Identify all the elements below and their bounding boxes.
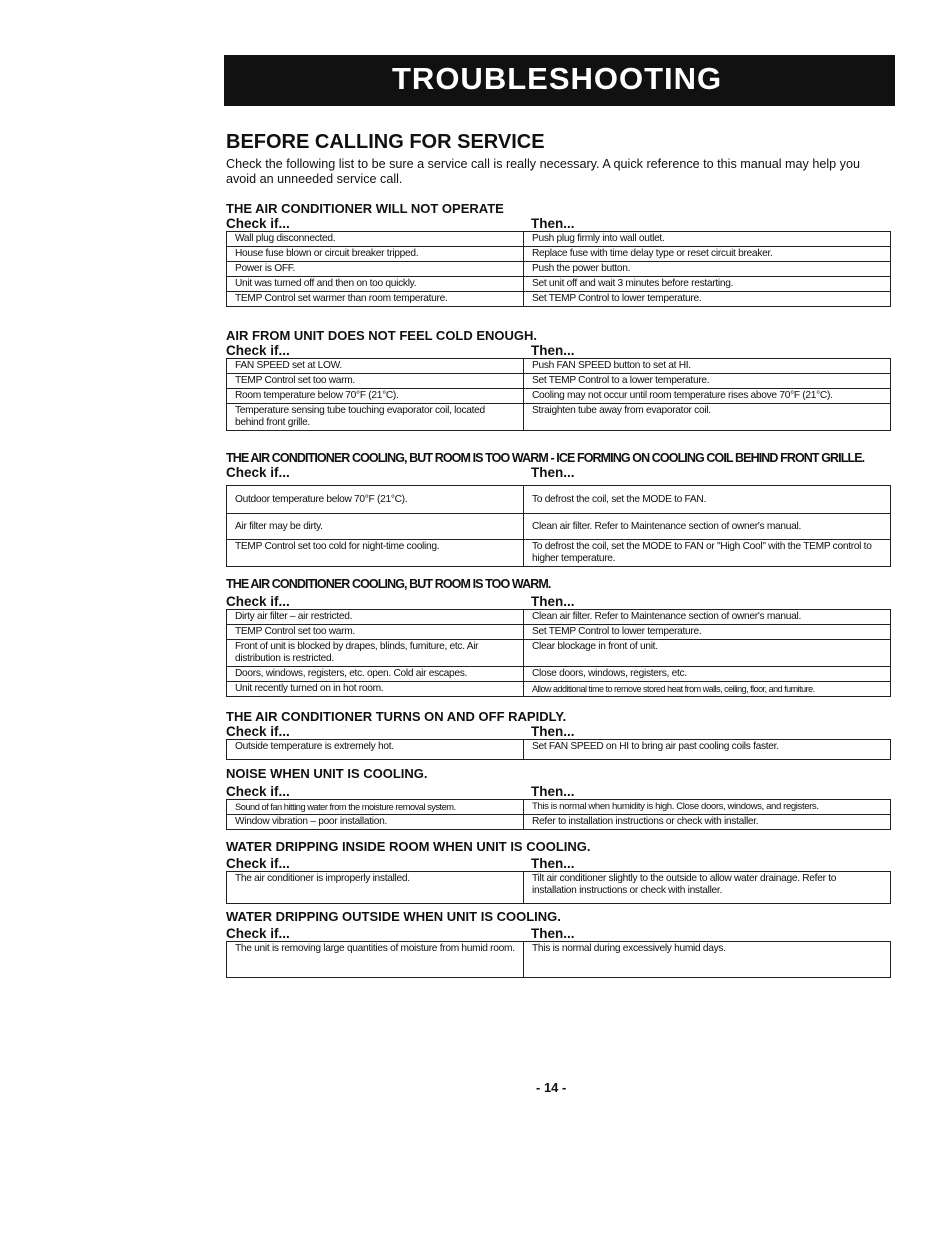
troubleshooting-table — [226, 941, 891, 978]
check-if-header: Check if... — [226, 784, 290, 799]
table-row — [227, 625, 891, 640]
check-cell: Front of unit is blocked by drapes, blinds, furniture, etc. Air distribution is restricted. — [227, 640, 524, 667]
then-cell: To defrost the coil, set the MODE to FAN. — [524, 486, 891, 514]
column-headers — [226, 216, 892, 231]
then-cell: Straighten tube away from evaporator coil. — [524, 404, 891, 431]
column-headers — [226, 724, 892, 739]
section-title: NOISE WHEN UNIT IS COOLING. — [226, 766, 428, 781]
table-row — [227, 740, 891, 760]
section-title: WATER DRIPPING INSIDE ROOM WHEN UNIT IS COOLING. — [226, 839, 591, 854]
page-number: - 14 - — [536, 1080, 567, 1095]
troubleshooting-table — [226, 609, 891, 697]
table-row — [227, 872, 891, 904]
then-cell: Push plug firmly into wall outlet. — [524, 232, 891, 247]
check-if-header: Check if... — [226, 465, 290, 480]
check-if-header: Check if... — [226, 343, 290, 358]
check-cell: Power is OFF. — [227, 262, 524, 277]
check-cell: Window vibration – poor installation. — [227, 815, 524, 830]
then-cell: Close doors, windows, registers, etc. — [524, 667, 891, 682]
then-header: Then... — [531, 926, 575, 941]
then-cell: Tilt air conditioner slightly to the outside to allow water drainage. Refer to installation instructions or check with installer. — [524, 872, 891, 904]
column-headers — [226, 343, 892, 358]
then-cell: To defrost the coil, set the MODE to FAN or "High Cool" with the TEMP control to higher temperature. — [524, 540, 891, 567]
then-header: Then... — [531, 465, 575, 480]
troubleshooting-table — [226, 485, 891, 567]
then-cell: Replace fuse with time delay type or reset circuit breaker. — [524, 247, 891, 262]
then-cell: Set TEMP Control to lower temperature. — [524, 292, 891, 307]
table-row — [227, 640, 891, 667]
column-headers — [226, 856, 892, 871]
check-cell: Wall plug disconnected. — [227, 232, 524, 247]
then-cell: Cooling may not occur until room temperature rises above 70°F (21°C). — [524, 389, 891, 404]
then-cell: Push the power button. — [524, 262, 891, 277]
section-noise — [226, 767, 892, 830]
check-if-header: Check if... — [226, 926, 290, 941]
then-cell: Clean air filter. Refer to Maintenance section of owner's manual. — [524, 514, 891, 540]
column-headers — [226, 784, 892, 799]
table-row — [227, 815, 891, 830]
troubleshooting-table — [226, 871, 891, 904]
check-cell: Room temperature below 70°F (21°C). — [227, 389, 524, 404]
section-dripping-inside — [226, 840, 892, 904]
table-row — [227, 514, 891, 540]
table-row — [227, 359, 891, 374]
check-cell: Unit recently turned on in hot room. — [227, 682, 524, 697]
check-cell: Doors, windows, registers, etc. open. Cold air escapes. — [227, 667, 524, 682]
troubleshooting-table — [226, 231, 891, 307]
table-row — [227, 277, 891, 292]
table-row — [227, 404, 891, 431]
section-dripping-outside — [226, 910, 892, 978]
then-cell: Refer to installation instructions or check with installer. — [524, 815, 891, 830]
check-if-header: Check if... — [226, 724, 290, 739]
check-if-header: Check if... — [226, 856, 290, 871]
section-title: THE AIR CONDITIONER TURNS ON AND OFF RAPIDLY. — [226, 709, 567, 724]
section-title: THE AIR CONDITIONER COOLING, BUT ROOM IS TOO WARM - ICE FORMING ON COOLING COIL BEHIND FRONT GRILLE. — [226, 451, 865, 465]
check-cell: FAN SPEED set at LOW. — [227, 359, 524, 374]
intro-paragraph: Check the following list to be sure a service call is really necessary. A quick reference to this manual may help you avoid an unneeded service call. — [226, 157, 860, 186]
section-title: WATER DRIPPING OUTSIDE WHEN UNIT IS COOLING. — [226, 909, 561, 924]
table-row — [227, 389, 891, 404]
then-cell: This is normal during excessively humid days. — [524, 942, 891, 978]
troubleshooting-table — [226, 739, 891, 760]
check-cell: Outdoor temperature below 70°F (21°C). — [227, 486, 524, 514]
then-cell: Set TEMP Control to lower temperature. — [524, 625, 891, 640]
table-row — [227, 682, 891, 697]
section-on-off-rapidly — [226, 710, 892, 760]
troubleshooting-table — [226, 799, 891, 830]
check-cell: Sound of fan hitting water from the moisture removal system. — [227, 800, 524, 815]
check-cell: TEMP Control set too warm. — [227, 374, 524, 389]
then-header: Then... — [531, 724, 575, 739]
check-cell: The air conditioner is improperly installed. — [227, 872, 524, 904]
table-row — [227, 247, 891, 262]
then-cell: Allow additional time to remove stored heat from walls, ceiling, floor, and furniture. — [524, 682, 891, 697]
table-row — [227, 262, 891, 277]
check-cell: Dirty air filter – air restricted. — [227, 610, 524, 625]
section-title: THE AIR CONDITIONER COOLING, BUT ROOM IS TOO WARM. — [226, 577, 551, 591]
table-row — [227, 232, 891, 247]
check-cell: House fuse blown or circuit breaker tripped. — [227, 247, 524, 262]
column-headers — [226, 926, 892, 941]
check-cell: TEMP Control set warmer than room temperature. — [227, 292, 524, 307]
then-header: Then... — [531, 784, 575, 799]
section-ice-forming — [226, 451, 892, 567]
table-row — [227, 486, 891, 514]
check-cell: Unit was turned off and then on too quickly. — [227, 277, 524, 292]
then-cell: Push FAN SPEED button to set at HI. — [524, 359, 891, 374]
table-row — [227, 942, 891, 978]
check-cell: Temperature sensing tube touching evaporator coil, located behind front grille. — [227, 404, 524, 431]
table-row — [227, 667, 891, 682]
then-header: Then... — [531, 216, 575, 231]
check-if-header: Check if... — [226, 594, 290, 609]
check-cell: Outside temperature is extremely hot. — [227, 740, 524, 760]
then-header: Then... — [531, 856, 575, 871]
section-will-not-operate — [226, 202, 892, 307]
then-cell: Set FAN SPEED on HI to bring air past cooling coils faster. — [524, 740, 891, 760]
check-cell: Air filter may be dirty. — [227, 514, 524, 540]
check-cell: The unit is removing large quantities of moisture from humid room. — [227, 942, 524, 978]
then-cell: Clean air filter. Refer to Maintenance section of owner's manual. — [524, 610, 891, 625]
then-header: Then... — [531, 343, 575, 358]
table-row — [227, 540, 891, 567]
section-room-too-warm — [226, 577, 892, 697]
column-headers — [226, 465, 892, 480]
table-row — [227, 800, 891, 815]
then-cell: Clear blockage in front of unit. — [524, 640, 891, 667]
check-cell: TEMP Control set too cold for night-time cooling. — [227, 540, 524, 567]
troubleshooting-table — [226, 358, 891, 431]
table-row — [227, 610, 891, 625]
section-title: AIR FROM UNIT DOES NOT FEEL COLD ENOUGH. — [226, 328, 538, 343]
then-cell: This is normal when humidity is high. Close doors, windows, and registers. — [524, 800, 891, 815]
then-cell: Set TEMP Control to a lower temperature. — [524, 374, 891, 389]
page-heading: BEFORE CALLING FOR SERVICE — [226, 131, 545, 153]
table-row — [227, 292, 891, 307]
check-cell: TEMP Control set too warm. — [227, 625, 524, 640]
check-if-header: Check if... — [226, 216, 290, 231]
column-headers — [226, 594, 892, 609]
then-header: Then... — [531, 594, 575, 609]
table-row — [227, 374, 891, 389]
section-not-cold-enough — [226, 329, 892, 431]
then-cell: Set unit off and wait 3 minutes before restarting. — [524, 277, 891, 292]
section-title: THE AIR CONDITIONER WILL NOT OPERATE — [226, 201, 504, 216]
troubleshooting-banner: TROUBLESHOOTING — [224, 55, 895, 106]
